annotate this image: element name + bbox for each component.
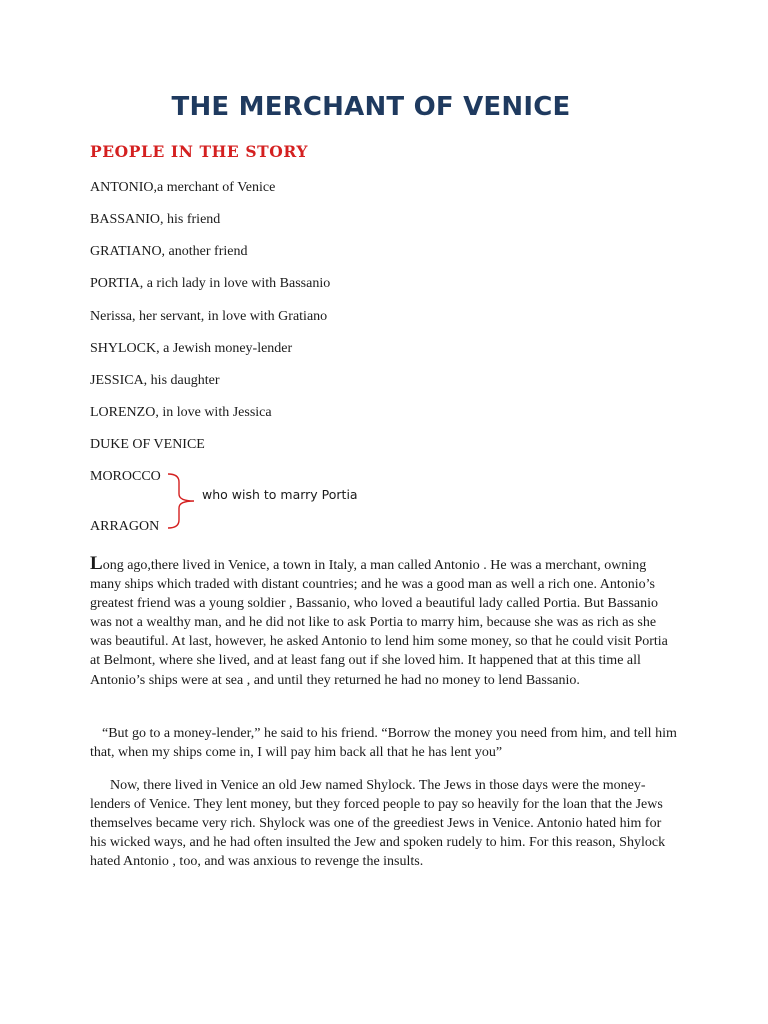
character-gratiano: GRATIANO, another friend [90, 244, 248, 259]
character-duke: DUKE OF VENICE [90, 437, 205, 452]
character-portia: PORTIA, a rich lady in love with Bassanio [90, 276, 331, 291]
character-shylock: SHYLOCK, a Jewish money-lender [90, 341, 293, 356]
character-arragon: ARRAGON [90, 519, 160, 534]
section-heading: PEOPLE IN THE STORY [90, 142, 309, 161]
character-bassanio: BASSANIO, his friend [90, 212, 221, 227]
paragraph-2: “But go to a money-lender,” he said to his friend. “Borrow the money you need from him, and tell him that, when my ships come in, I will pay him back all that he has lent you” [90, 726, 677, 761]
character-nerissa: Nerissa, her servant, in love with Gratiano [90, 309, 328, 324]
curly-brace-icon [166, 472, 200, 530]
character-lorenzo: LORENZO, in love with Jessica [90, 405, 272, 420]
character-morocco: MOROCCO [90, 469, 161, 484]
paragraph-1-text: ong ago,there lived in Venice, a town in Italy, a man called Antonio . He was a merchant, owning many ships which traded with distant countries; and he was a good man as well a rich one. Antonio’s greatest friend was a young soldier , Bassanio, who loved a beautiful lady called Portia. But Bassanio was not a wealthy man, and he did not like to ask Portia to marry him, because she was as rich as she was beautiful. At last, however, he asked Antonio to lend him some money, so that he could visit Portia at Belmont, where she lived, and at least fang out if she loved him. It happened that at this time all Antonio’s ships were at sea , and until they returned he had no money to lend Bassanio. [90, 558, 668, 688]
page-title: THE MERCHANT OF VENICE [171, 92, 571, 122]
character-antonio: ANTONIO,a merchant of Venice [90, 180, 276, 195]
character-jessica: JESSICA, his daughter [90, 373, 220, 388]
paragraph-1 [90, 554, 680, 690]
drop-cap: L [90, 553, 103, 574]
suitors-note: who wish to marry Portia [202, 487, 358, 502]
paragraph-3: Now, there lived in Venice an old Jew named Shylock. The Jews in those days were the money-lenders of Venice. They lent money, but they forced people to pay so heavily for the loan that the Jews themselves became very rich. Shylock was one of the greediest Jews in Venice. Antonio hated him for his wicked ways, and he had often insulted the Jew and spoken rudely to him. For this reason, Shylock hated Antonio , too, and was anxious to revenge the insults. [90, 778, 666, 870]
